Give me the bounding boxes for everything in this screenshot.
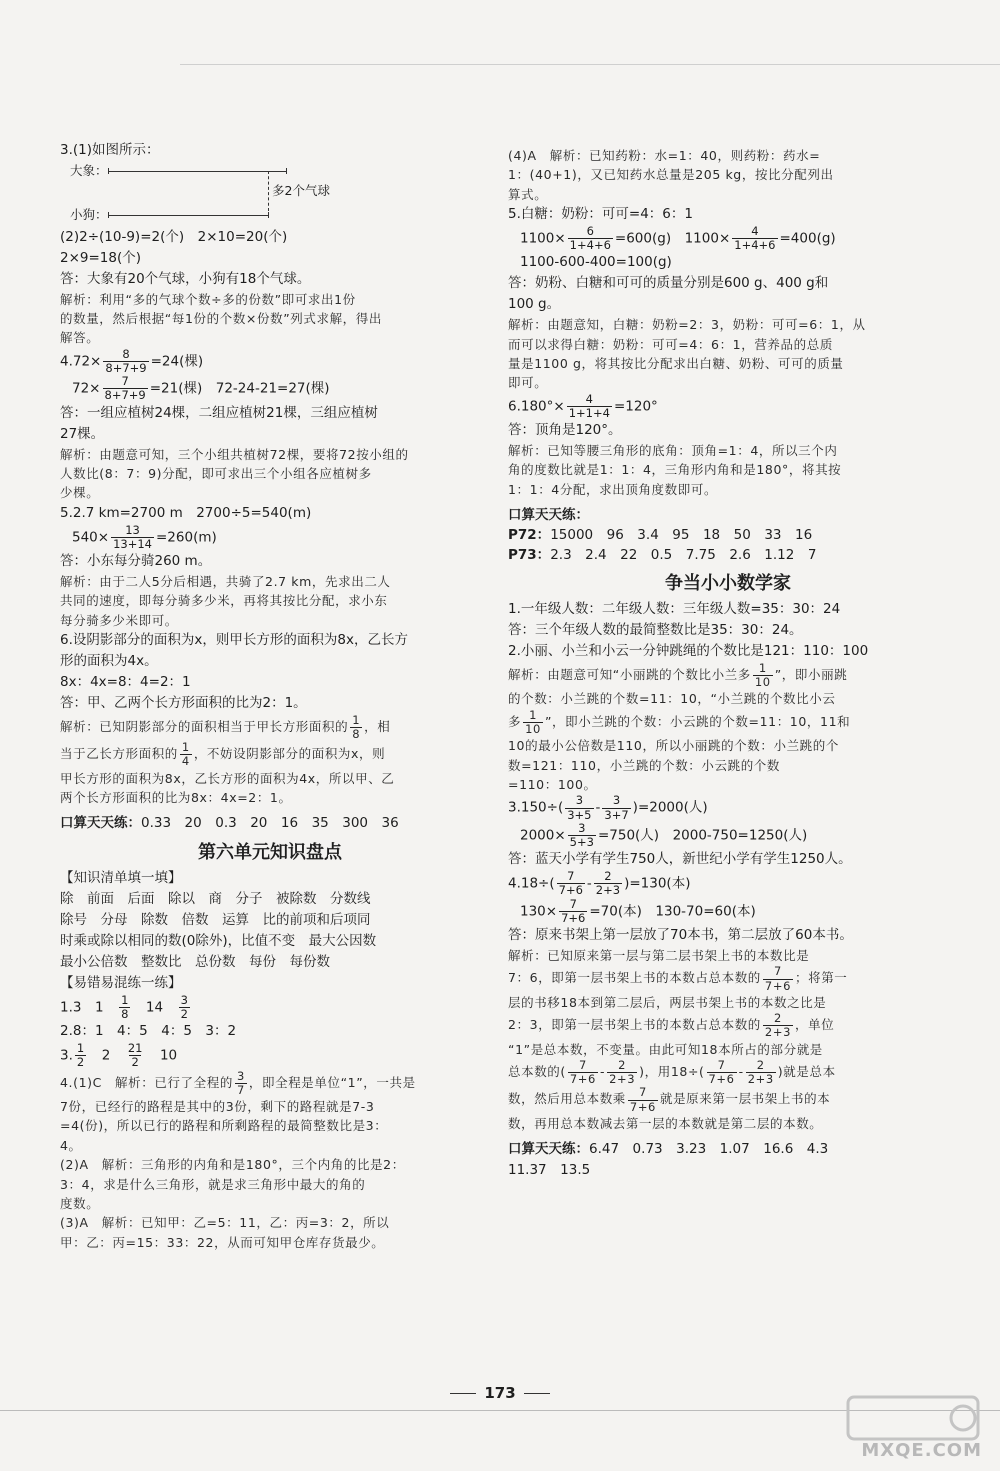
c4-analysis-8: 数，再用总本数减去第一层的本数就是第二层的本数。 <box>508 1115 823 1131</box>
c4-analysis-4 <box>508 1012 948 1039</box>
r6-post: =120° <box>613 398 658 415</box>
p73-row <box>508 546 948 566</box>
p72-label: P72： <box>508 527 551 544</box>
c3-post: )=2000(人) <box>632 800 708 817</box>
c4-analysis-5: “1”是总本数，不变量。由此可知18本所占的部分就是 <box>508 1041 823 1057</box>
numerator: 1 <box>121 992 129 1007</box>
q6-line2: 形的面积为4x。 <box>60 652 158 669</box>
denominator: 3+5 <box>567 807 592 822</box>
oral-practice-3-label: 口算天天练： <box>508 1141 589 1158</box>
c4-mid: - <box>586 875 592 892</box>
q3-analysis-1: 解析：利用“多的气球个数÷多的份数”即可求出1份 <box>60 291 356 307</box>
r6-analysis-2: 角的度数比就是1：1：4，三角形内角和是180°，将其按 <box>508 462 842 478</box>
c1-line: 1.一年级人数：二年级人数：三年级人数=35：30：24 <box>508 601 841 618</box>
denominator: 2+3 <box>595 883 621 898</box>
denominator: 7+6 <box>569 1072 596 1087</box>
c2-analysis-2: 的个数：小兰跳的个数=11：10，“小兰跳的个数比小云 <box>508 691 836 707</box>
c4ana6-pre: 总本数的( <box>508 1064 566 1080</box>
c4ana2-post: ；将第一 <box>795 970 848 986</box>
c2-analysis-1 <box>508 662 948 689</box>
q5-analysis-1: 解析：由于二人5分后相遇，共骑了2.7 km，先求出二人 <box>60 573 391 589</box>
numerator: 1 <box>529 707 537 722</box>
denominator: 4 <box>181 754 190 769</box>
fraction <box>119 994 130 1021</box>
q6-ana1-pre: 解析：已知阴影部分的面积相当于甲长方形面积的 <box>60 718 349 734</box>
numerator: 3 <box>236 1068 245 1083</box>
c2-analysis-4: 10的最小公倍数是110，所以小丽跳的个数：小兰跳的个 <box>508 738 839 754</box>
fraction <box>179 994 190 1021</box>
fraction <box>75 1042 86 1069</box>
p72-row <box>508 526 948 546</box>
fraction <box>103 348 148 375</box>
denominator: 7+6 <box>558 883 583 898</box>
fraction <box>126 1042 145 1069</box>
q4-a-post: =24(棵) <box>150 353 204 370</box>
fraction <box>753 662 773 689</box>
q5-b-post: =260(m) <box>156 529 217 546</box>
numerator: 2 <box>756 1058 765 1073</box>
numerator: 7 <box>717 1058 726 1073</box>
r5-analysis-3: 量是1100 g，将其按比分配求出白糖、奶粉、可可的质量 <box>508 356 844 371</box>
c4ana6-mid: - <box>599 1064 606 1080</box>
m3-post: 10 <box>159 1047 178 1064</box>
q4-analysis-2: 人数比(8：7：9)分配，即可求出三个小组各应植树多 <box>60 465 372 481</box>
r5-line2 <box>508 225 948 252</box>
right-column <box>508 146 948 1181</box>
fraction <box>103 375 148 402</box>
elephant-tick-end <box>286 168 287 174</box>
top-rule <box>180 64 1000 65</box>
numerator: 21 <box>127 1041 143 1056</box>
c3-answer: 答：蓝天小学有学生750人，新世纪小学有学生1250人。 <box>508 851 852 868</box>
numerator: 8 <box>122 346 130 361</box>
numerator: 7 <box>638 1085 647 1100</box>
q5-analysis-3: 每分骑多少米即可。 <box>60 612 178 628</box>
oral-practice-3-values-2: 11.37 13.5 <box>508 1162 591 1179</box>
c4ana7-pre: 数，然后用总本数乘 <box>508 1091 626 1107</box>
elephant-tick-start <box>108 168 109 174</box>
numerator: 7 <box>578 1058 587 1073</box>
fraction <box>763 965 793 992</box>
c2a-pre: 解析：由题意可知“小丽跳的个数比小兰多 <box>508 667 751 683</box>
m4a-pre: 4.(1)C 解析：已行了全程的 <box>60 1074 233 1090</box>
fraction <box>565 794 593 821</box>
q6-line1: 6.设阴影部分的面积为x，则甲长方形的面积为8x，乙长方 <box>60 632 408 649</box>
r5b-post: =400(g) <box>779 230 836 247</box>
numerator: 3 <box>180 992 188 1007</box>
c4ana6-mid2: )，用18÷( <box>639 1064 705 1080</box>
q5-line1: 5.2.7 km=2700 m 2700÷5=540(m) <box>60 504 312 521</box>
c4-analysis-7 <box>508 1086 948 1113</box>
c4ana7-post: 就是原来第一层书架上书的本 <box>659 1091 831 1107</box>
numerator: 7 <box>567 869 575 884</box>
denominator: 8+7+9 <box>104 388 146 403</box>
oral-practice-label: 口算天天练： <box>60 815 141 832</box>
r5-analysis-2: 而可以求得白糖：奶粉：可可=4：6：1，营养品的总质 <box>508 336 833 352</box>
c4-analysis-1: 解析：已知原来第一层与第二层书架上书的本数比是 <box>508 948 810 964</box>
denominator: 1+1+4 <box>568 405 610 420</box>
difference-marker <box>268 171 269 211</box>
c4-analysis-2 <box>508 965 948 992</box>
q4-answer-1: 答：一组应植树24棵，二组应植树21棵，三组应植树 <box>60 404 378 421</box>
oral-practice-3-values: 6.47 0.73 3.23 1.07 16.6 4.3 <box>589 1141 829 1158</box>
p73-values: 2.3 2.4 22 0.5 7.75 2.6 1.12 7 <box>550 546 817 563</box>
r5b-pre: 1100× <box>520 230 566 247</box>
dog-tick-start <box>108 212 109 218</box>
numerator: 3 <box>578 820 586 835</box>
c4b-pre: 130× <box>520 903 558 920</box>
q3-line3: 2×9=18(个) <box>60 249 142 266</box>
denominator: 3+7 <box>604 807 629 822</box>
c2-analysis-5: 数=121：110，小兰跳的个数：小云跳的个数 <box>508 757 780 773</box>
denominator: 13+14 <box>113 536 152 551</box>
unit6-title: 第六单元知识盘点 <box>198 842 342 864</box>
m1-pre: 1.3 1 <box>60 999 104 1016</box>
fraction <box>568 225 613 252</box>
q4-line1 <box>60 348 480 375</box>
balloon-line-diagram <box>60 161 480 227</box>
oral-practice-2-label: 口算天天练： <box>508 507 589 524</box>
q6-analysis-4: 两个长方形面积的比为8x：4x=2：1。 <box>60 790 292 805</box>
denominator: 1+4+6 <box>734 238 776 253</box>
c2-analysis-3 <box>508 709 948 736</box>
fraction <box>707 1059 737 1086</box>
q6-ana1-post: ，相 <box>364 718 391 734</box>
q3-answer: 答：大象有20个气球，小狗有18个气球。 <box>60 270 311 287</box>
page-number-text: 173 <box>484 1384 516 1402</box>
fraction <box>557 870 585 897</box>
fraction <box>763 1012 793 1039</box>
denominator: 7+6 <box>764 978 791 993</box>
mix-line-4a <box>60 1070 480 1097</box>
q5-answer: 答：小东每分骑260 m。 <box>60 553 212 570</box>
c4ana2-pre: 7：6，即第一层书架上书的本数占总本数的 <box>508 970 761 986</box>
fraction <box>607 1059 637 1086</box>
numerator: 7 <box>121 374 129 389</box>
q6-ana2-post: ，不妨设阴影部分的面积为x，则 <box>193 746 386 762</box>
fraction <box>568 1059 598 1086</box>
fraction <box>732 225 777 252</box>
numerator: 4 <box>585 391 593 406</box>
c3-line1 <box>508 794 948 821</box>
numerator: 6 <box>586 224 594 239</box>
oral-practice-values: 0.33 20 0.3 20 16 35 300 36 <box>141 815 399 832</box>
c4ana4-pre: 2：3，即第一层书架上书的本数占总本数的 <box>508 1017 761 1033</box>
dog-label: 小狗： <box>70 206 108 222</box>
c4-post: )=130(本) <box>624 875 691 892</box>
c1-answer: 答：三个年级人数的最简整数比是35：30：24。 <box>508 622 803 639</box>
q4-line2 <box>60 375 480 402</box>
mix-line-4b: 7份，已经行的路程是其中的3份，剩下的路程就是7-3 <box>60 1099 375 1115</box>
denominator: 2 <box>131 1055 139 1070</box>
q4-b-pre: 72× <box>72 380 101 397</box>
mix-line-4g: 度数。 <box>60 1195 100 1211</box>
q3-line2: (2)2÷(10-9)=2(个) 2×10=20(个) <box>60 228 288 245</box>
denominator: 7 <box>236 1082 245 1097</box>
q5-analysis-2: 共同的速度，即每分骑多少米，再将其按比分配，求小东 <box>60 593 388 609</box>
q4-b-post: =21(棵) 72-24-21=27(棵) <box>149 380 330 397</box>
q6-answer: 答：甲、乙两个长方形面积的比为2：1。 <box>60 694 307 711</box>
denominator: 10 <box>754 675 771 690</box>
mix-line-4h: (3)A 解析：已知甲：乙=5：11，乙：丙=3：2，所以 <box>60 1215 390 1231</box>
fraction <box>567 393 612 420</box>
fraction <box>594 870 622 897</box>
numerator: 1 <box>352 712 361 727</box>
c4-pre: 4.18÷( <box>508 875 555 892</box>
mix-line-2: 2.8：1 4：5 4：5 3：2 <box>60 1023 237 1040</box>
c3b-post: =750(人) 2000-750=1250(人) <box>597 827 808 844</box>
fill-line-3: 时乘或除以相同的数(0除外)，比值不变 最大公因数 <box>60 933 377 950</box>
r4-line3: 算式。 <box>508 186 548 202</box>
c2c-pre: 多 <box>508 714 522 730</box>
fraction <box>602 794 630 821</box>
numerator: 1 <box>76 1041 85 1056</box>
numerator: 7 <box>774 964 782 979</box>
r6-analysis-3: 1：1：4分配，求出顶角度数即可。 <box>508 481 718 497</box>
denominator: 10 <box>525 722 541 737</box>
r6-analysis-1: 解析：已知等腰三角形的底角：顶角=1：4，所以三个内 <box>508 443 838 459</box>
c4ana6-post: )就是总本 <box>777 1064 836 1080</box>
fraction <box>746 1059 776 1086</box>
numerator: 2 <box>618 1058 627 1073</box>
c4b-post: =70(本) 130-70=60(本) <box>589 903 756 920</box>
fraction <box>523 709 543 736</box>
c3b-pre: 2000× <box>520 827 566 844</box>
fill-line-4: 最小公倍数 整数比 总份数 每份 每份数 <box>60 953 330 970</box>
denominator: 8+7+9 <box>105 361 147 376</box>
r6-answer: 答：顶角是120°。 <box>508 422 622 439</box>
fill-line-1: 除 前面 后面 除以 商 分子 被除数 分数线 <box>60 891 371 908</box>
fraction <box>111 524 154 551</box>
r5b-mid: =600(g) 1100× <box>614 230 731 247</box>
contest-title: 争当小小数学家 <box>665 573 791 595</box>
numerator: 1 <box>758 661 767 676</box>
mix-line-4f: 3：4，求是什么三角形，就是求三角形中最大的角的 <box>60 1176 366 1192</box>
c4-analysis-6 <box>508 1059 948 1086</box>
mix-line-4e: (2)A 解析：三角形的内角和是180°，三个内角的比是2： <box>60 1157 405 1173</box>
left-column <box>60 140 480 1252</box>
r5-answer-1: 答：奶粉、白糖和可可的质量分别是600 g、400 g和 <box>508 275 829 292</box>
q6-line3: 8x：4x=8：4=2：1 <box>60 673 191 690</box>
page-number-dash-right <box>524 1393 550 1394</box>
c4-analysis-3: 层的书移18本到第二层后，两层书架上书的本数之比是 <box>508 994 827 1010</box>
r4-line2: 1：(40+1)，又已知药水总量是205 kg，按比分配列出 <box>508 167 834 183</box>
c2-analysis-6: =110：100。 <box>508 777 597 793</box>
c4-line2 <box>508 898 948 925</box>
q4-answer-2: 27棵。 <box>60 425 105 442</box>
watermark-text: MXQE.COM <box>861 1440 982 1461</box>
fraction <box>350 714 362 741</box>
elephant-bar <box>108 171 286 172</box>
r5-line3: 1100-600-400=100(g) <box>520 254 672 271</box>
r6-pre: 6.180°× <box>508 398 565 415</box>
c3-line2 <box>508 822 948 849</box>
dog-tick-end <box>268 212 269 218</box>
c2c-post: ”，即小兰跳的个数：小云跳的个数=11：10，11和 <box>544 714 851 730</box>
denominator: 7+6 <box>561 910 586 925</box>
denominator: 2 <box>180 1007 188 1022</box>
site-watermark <box>778 1393 988 1463</box>
c4ana6-mid3: - <box>738 1064 744 1080</box>
r6-line1 <box>508 393 948 420</box>
p72-values: 15000 96 3.4 95 18 50 33 16 <box>550 527 813 544</box>
dog-bar <box>108 215 268 216</box>
r5-answer-2: 100 g。 <box>508 296 561 313</box>
q4-analysis-1: 解析：由题意可知，三个小组共植树72棵，要将72按小组的 <box>60 446 409 462</box>
fraction <box>235 1070 247 1097</box>
numerator: 3 <box>612 793 621 808</box>
oral-practice-1 <box>60 813 480 834</box>
c2a-post: ”，即小丽跳 <box>774 667 848 683</box>
fill-header: 【知识清单填一填】 <box>60 870 182 887</box>
m1-mid: 14 <box>145 999 164 1016</box>
m3-mid: 2 <box>101 1047 111 1064</box>
c3-mid: - <box>595 800 601 817</box>
c4ana4-post: ，单位 <box>795 1017 835 1033</box>
oral-practice-3 <box>508 1139 948 1160</box>
fill-line-2: 除号 分母 除数 倍数 运算 比的前项和后项同 <box>60 912 371 929</box>
numerator: 3 <box>575 793 584 808</box>
m3-pre: 3. <box>60 1047 73 1064</box>
page-number-dash-left <box>450 1393 476 1394</box>
q3-analysis-3: 解答。 <box>60 330 100 346</box>
numerator: 2 <box>604 869 612 884</box>
mix-line-4d: 4。 <box>60 1137 82 1153</box>
q6-analysis-1 <box>60 714 480 741</box>
mix-header: 【易错易混练一练】 <box>60 974 182 991</box>
q4-a-pre: 4.72× <box>60 353 102 370</box>
numerator: 1 <box>181 740 190 755</box>
q6-analysis-2 <box>60 741 480 768</box>
numerator: 13 <box>125 522 140 537</box>
q6-ana2-pre: 当于乙长方形面积的 <box>60 746 178 762</box>
q6-analysis-3: 甲长方形的面积为8x，乙长方形的面积为4x，所以甲、乙 <box>60 770 395 786</box>
c4-line1 <box>508 870 948 897</box>
denominator: 2+3 <box>609 1072 636 1087</box>
q3-heading: 3.(1)如图所示： <box>60 142 160 158</box>
r5-analysis-1: 解析：由题意知，白糖：奶粉=2：3，奶粉：可可=6：1，从 <box>508 317 866 333</box>
mix-line-3 <box>60 1042 480 1069</box>
numerator: 4 <box>751 224 759 239</box>
denominator: 2+3 <box>747 1072 774 1087</box>
p73-label: P73： <box>508 546 551 563</box>
more-balloons-label: 多2个气球 <box>272 182 330 198</box>
denominator: 5+3 <box>569 835 594 850</box>
denominator: 2+3 <box>764 1025 791 1040</box>
m4a-post: ，即全程是单位“1”，一共是 <box>248 1074 416 1090</box>
r5-line1: 5.白糖：奶粉：可可=4：6：1 <box>508 206 693 223</box>
denominator: 7+6 <box>708 1072 735 1087</box>
fraction <box>628 1086 658 1113</box>
mix-line-4c: =4(份)，所以已行的路程和所剩路程的最简整数比是3： <box>60 1118 388 1134</box>
q5-b-pre: 540× <box>72 529 110 546</box>
r5-analysis-4: 即可。 <box>508 375 548 391</box>
denominator: 1+4+6 <box>569 238 611 253</box>
c3-pre: 3.150÷( <box>508 800 564 817</box>
elephant-label: 大象： <box>70 162 108 178</box>
mix-line-1 <box>60 994 480 1021</box>
q5-line2 <box>60 524 480 551</box>
denominator: 8 <box>121 1007 129 1022</box>
fraction <box>568 822 596 849</box>
denominator: 8 <box>352 726 361 741</box>
c2-line: 2.小丽、小兰和小云一分钟跳绳的个数比是121：110：100 <box>508 643 869 660</box>
fraction <box>180 741 192 768</box>
c4-answer: 答：原来书架上第一层放了70本书，第二层放了60本书。 <box>508 927 853 944</box>
numerator: 7 <box>569 896 577 911</box>
denominator: 2 <box>76 1055 85 1070</box>
q4-analysis-3: 少棵。 <box>60 485 100 501</box>
denominator: 7+6 <box>629 1099 656 1114</box>
numerator: 2 <box>774 1011 782 1026</box>
mix-line-4i: 甲：乙：丙=15：33：22，从而可知甲仓库存货最少。 <box>60 1234 385 1250</box>
q3-analysis-2: 的数量，然后根据“每1份的个数×份数”列式求解，得出 <box>60 311 382 327</box>
r4-line1: (4)A 解析：已知药粉：水=1：40，则药粉：药水= <box>508 148 821 163</box>
fraction <box>559 898 587 925</box>
